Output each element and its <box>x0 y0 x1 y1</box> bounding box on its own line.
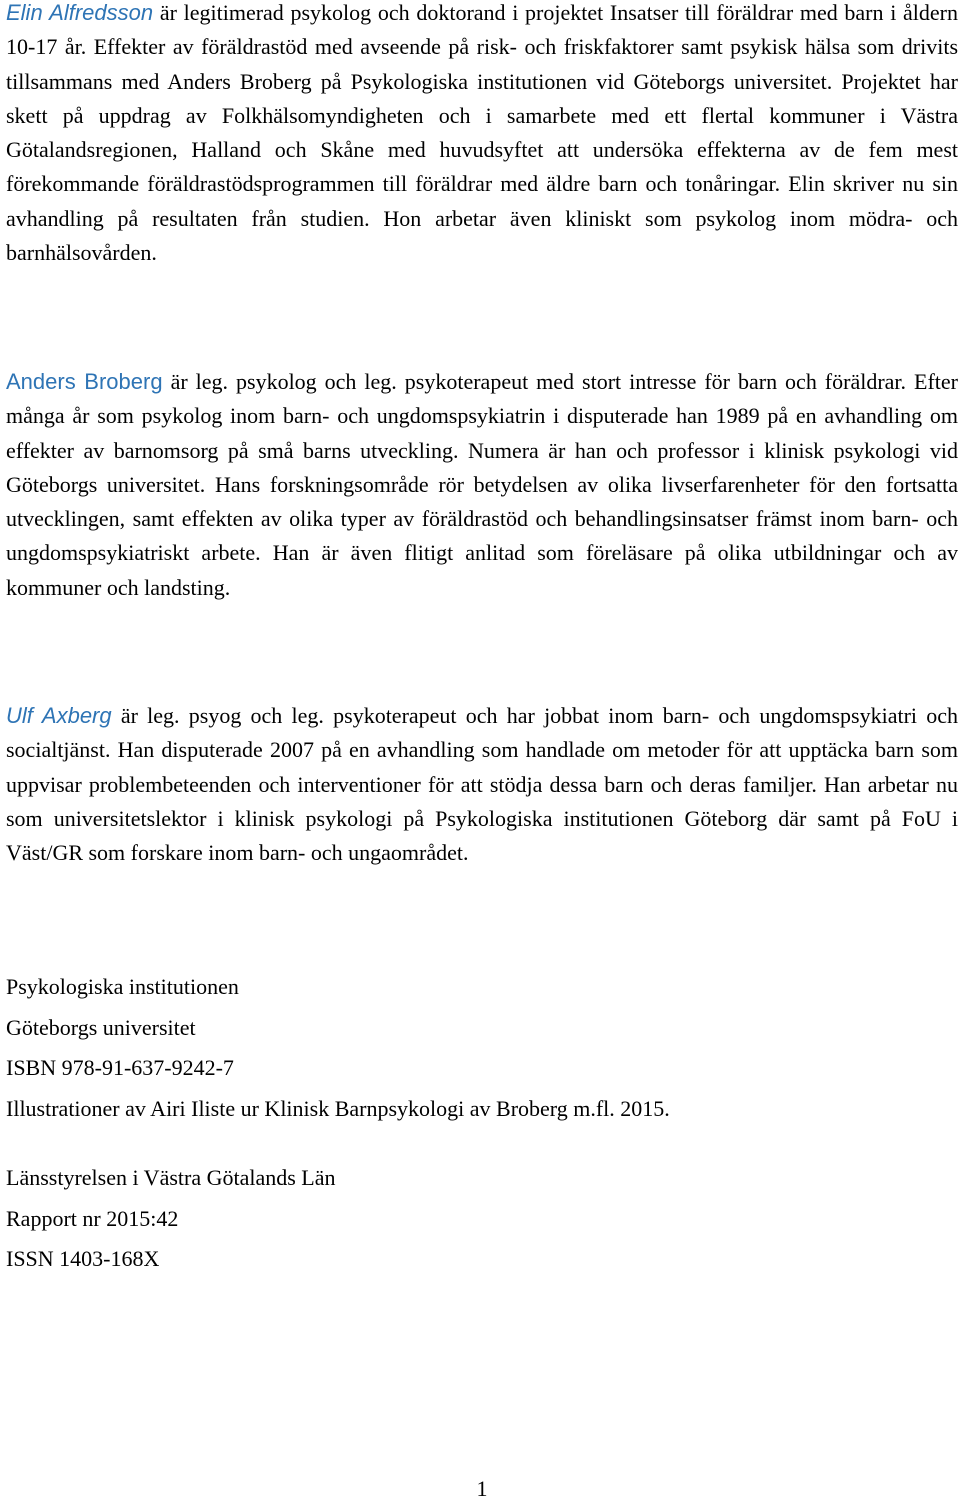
colophon-report-number: Rapport nr 2015:42 <box>6 1205 179 1231</box>
colophon-report-info <box>6 1158 958 1280</box>
bio-text-anders: är leg. psykolog och leg. psykoterapeut med stort intresse för barn och föräldrar. Efter många år som psykolog inom barn- och ungdomspsykiatrin i disputerade han 1989 på en avhandling om effekter av barnomsorg på små barns utveckling. Numera är han och professor i klinisk psykologi vid Göteborgs universitet. Hans forskningsområde rör betydelsen av olika livserfarenheter för den fortsatta utvecklingen, samt effekten av olika typer av föräldrastöd och behandlingsinsatser främst inom barn- och ungdomspsykiatriskt arbete. Han är även flitigt anlitad som föreläsare på olika utbildningar och av kommuner och landsting. <box>6 369 958 600</box>
author-name-ulf: Ulf Axberg <box>6 703 112 728</box>
colophon-illustrations: Illustrationer av Airi Iliste ur Klinisk Barnpsykologi av Broberg m.fl. 2015. <box>6 1095 670 1121</box>
author-name-elin: Elin Alfredsson <box>6 0 154 25</box>
bio-text-elin: är legitimerad psykolog och doktorand i projektet Insatser till föräldrar med barn i åldern 10-17 år. Effekter av föräldrastöd med avseende på risk- och friskfaktorer samt psykisk hälsa som drivits tillsammans med Anders Broberg på Psykologiska institutionen vid Göteborgs universitet. Projektet har skett på uppdrag av Folkhälsomyndigheten och i samarbete med ett flertal kommuner i Västra Götalandsregionen, Halland och Skåne med huvudsyftet att undersöka effekterna av de fem mest förekommande föräldrastödsprogrammen till föräldrar med äldre barn och tonåringar. Elin skriver nu sin avhandling på resultaten från studien. Hon arbetar även kliniskt som psykolog inom mödra- och barnhälsovården. <box>6 0 958 266</box>
author-name-anders: Anders Broberg <box>6 369 163 394</box>
bio-ulf-axberg <box>6 699 958 870</box>
bio-text-ulf: är leg. psyog och leg. psykoterapeut och har jobbat inom barn- och ungdomspsykiatri och socialtjänst. Han disputerade 2007 på en avhandling som handlade om metoder för att upptäcka barn som uppvisar problembeteenden och interventioner för att stödja dessa barn och deras familjer. Han arbetar nu som universitetslektor i klinisk psykologi på Psykologiska institutionen Göteborg där samt på FoU i Väst/GR som forskare inom barn- och ungaområdet. <box>6 703 959 866</box>
page-number: 1 <box>476 1476 488 1501</box>
colophon-isbn: ISBN 978-91-637-9242-7 <box>6 1055 234 1080</box>
colophon-university: Göteborgs universitet <box>6 1014 196 1040</box>
bio-anders-broberg <box>6 365 958 605</box>
colophon-department: Psykologiska institutionen <box>6 974 239 999</box>
colophon-issn: ISSN 1403-168X <box>6 1246 160 1271</box>
colophon-publisher: Länsstyrelsen i Västra Götalands Län <box>6 1165 336 1190</box>
bio-elin-alfredsson <box>6 0 958 270</box>
colophon-publication-info <box>6 967 958 1129</box>
